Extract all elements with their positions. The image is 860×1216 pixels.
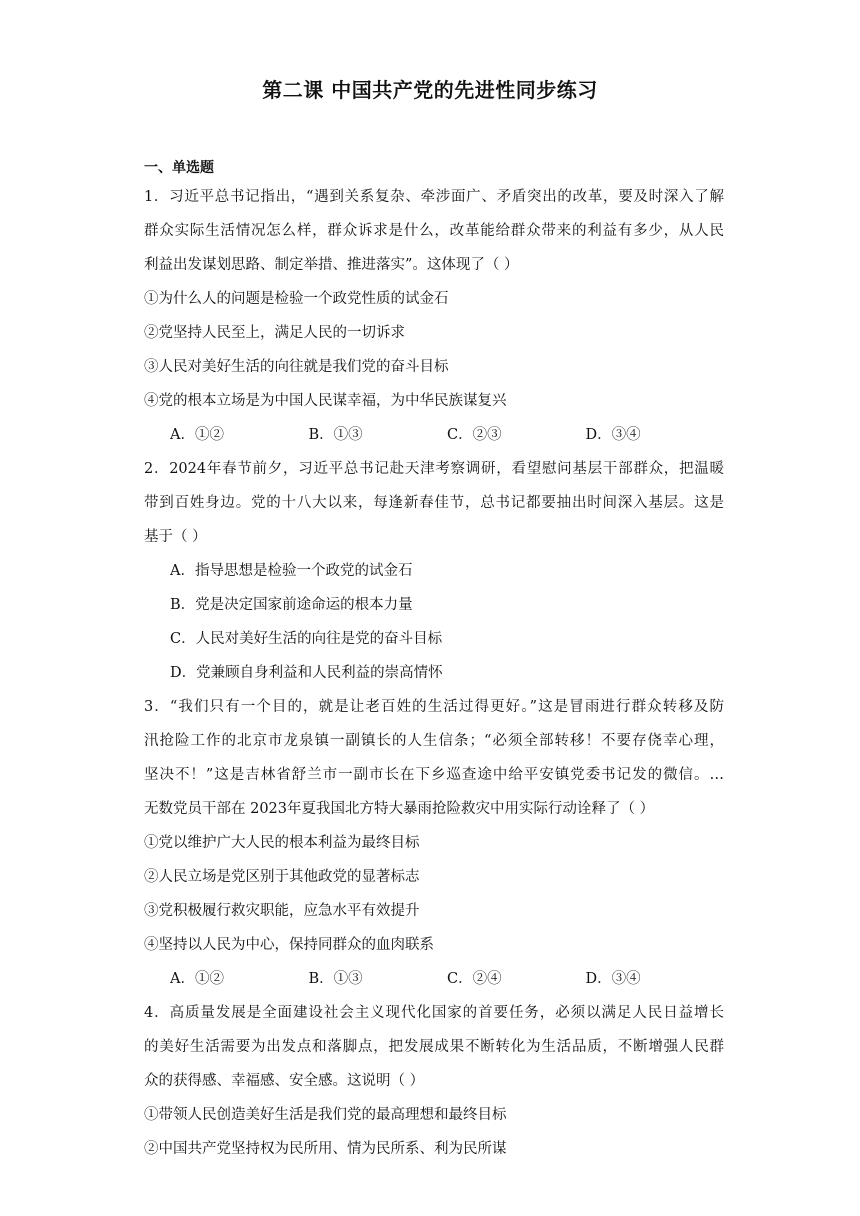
- question-3-item-3: ③党积极履行救灾职能，应急水平有效提升: [144, 903, 420, 919]
- question-2: [144, 452, 724, 690]
- question-3-stem-line-1: 3．“我们只有一个目的，就是让老百姓的生活过得更好。”这是冒雨进行群众转移及防: [144, 699, 724, 715]
- question-3-option-b: B．①③: [308, 971, 363, 987]
- question-1-option-d: D．③④: [585, 427, 641, 443]
- question-4-stem-line-2: 的美好生活需要为出发点和落脚点，把发展成果不断转化为生活品质，不断增强人民群: [144, 1039, 724, 1055]
- question-1-item-1: ①为什么人的问题是检验一个政党性质的试金石: [144, 291, 449, 307]
- question-4-stem-line-1: 4．高质量发展是全面建设社会主义现代化国家的首要任务，必须以满足人民日益增长: [144, 1005, 724, 1021]
- section-heading: 一、单选题: [144, 160, 214, 176]
- question-content: [144, 156, 724, 1166]
- question-1-stem-line-2: 群众实际生活情况怎么样，群众诉求是什么，改革能给群众带来的利益有多少，从人民: [144, 223, 724, 239]
- question-3-option-c: C．②④: [447, 971, 502, 987]
- question-3-item-1: ①党以维护广大人民的根本利益为最终目标: [144, 835, 420, 851]
- question-3-stem-line-2: 汛抢险工作的北京市龙泉镇一副镇长的人生信条；“必须全部转移！不要存侥幸心理，: [144, 733, 724, 749]
- question-4-item-2: ②中国共产党坚持权为民所用、情为民所系、利为民所谋: [144, 1141, 507, 1157]
- question-1-stem-line-1: 1．习近平总书记指出，“遇到关系复杂、牵涉面广、矛盾突出的改革，要及时深入了解: [144, 189, 724, 205]
- question-1-item-4: ④党的根本立场是为中国人民谋幸福，为中华民族谋复兴: [144, 393, 507, 409]
- question-4-stem-line-3: 众的获得感、幸福感、安全感。这说明（ ）: [144, 1073, 425, 1089]
- page-title: 第二课 中国共产党的先进性同步练习: [262, 78, 598, 102]
- question-3-stem-line-4: 无数党员干部在 2023年夏我国北方特大暴雨抢险救灾中用实际行动诠释了（ ）: [144, 801, 655, 817]
- question-2-option-c: C．人民对美好生活的向往是党的奋斗目标: [170, 631, 443, 647]
- question-1-options: [144, 418, 724, 452]
- question-2-stem-line-1: 2．2024年春节前夕，习近平总书记赴天津考察调研，看望慰问基层干部群众，把温暖: [144, 461, 724, 477]
- question-2-stem-line-2: 带到百姓身边。党的十八大以来，每逢新春佳节，总书记都要抽出时间深入基层。这是: [144, 495, 724, 511]
- question-1-option-b: B．①③: [308, 427, 363, 443]
- question-1-option-c: C．②③: [447, 427, 502, 443]
- question-1-item-3: ③人民对美好生活的向往就是我们党的奋斗目标: [144, 359, 449, 375]
- question-2-option-b: B．党是决定国家前途命运的根本力量: [170, 597, 413, 613]
- question-3-item-2: ②人民立场是党区别于其他政党的显著标志: [144, 869, 420, 885]
- question-1-option-a: A．①②: [170, 427, 224, 443]
- question-3: [144, 690, 724, 996]
- question-3-options: [144, 962, 724, 996]
- question-3-item-4: ④坚持以人民为中心，保持同群众的血肉联系: [144, 937, 434, 953]
- question-3-option-a: A．①②: [170, 971, 224, 987]
- question-1-stem-line-3: 利益出发谋划思路、制定举措、推进落实”。这体现了（ ）: [144, 257, 519, 273]
- question-1: [144, 180, 724, 452]
- question-3-option-d: D．③④: [585, 971, 641, 987]
- question-2-stem-line-3: 基于（ ）: [144, 529, 207, 545]
- question-3-stem-line-3: 坚决不！”这是吉林省舒兰市一副市长在下乡巡查途中给平安镇党委书记发的微信。…: [144, 767, 724, 783]
- question-4-item-1: ①带领人民创造美好生活是我们党的最高理想和最终目标: [144, 1107, 507, 1123]
- question-4: [144, 996, 724, 1166]
- question-1-item-2: ②党坚持人民至上，满足人民的一切诉求: [144, 325, 405, 341]
- question-2-option-d: D．党兼顾自身利益和人民利益的崇高情怀: [170, 665, 443, 681]
- question-2-option-a: A．指导思想是检验一个政党的试金石: [170, 563, 413, 579]
